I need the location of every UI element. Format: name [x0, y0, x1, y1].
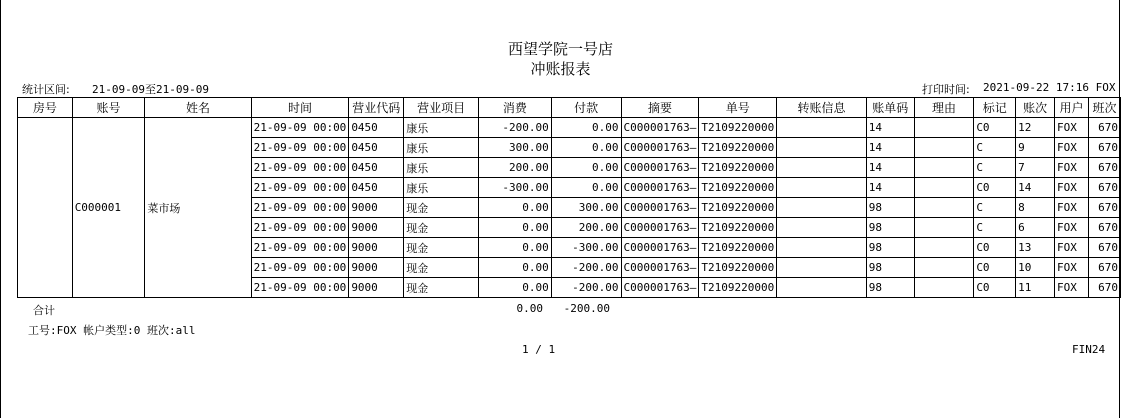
operator-info: 工号:FOX 帐户类型:0 班次:all — [28, 324, 196, 337]
cell-pay: 300.00 — [551, 198, 621, 218]
column-header-bill: 单号 — [699, 98, 777, 118]
cell-shift: 670 — [1088, 278, 1120, 298]
cell-item: 现金 — [404, 238, 479, 258]
cell-shift: 670 — [1088, 178, 1120, 198]
cell-code: 0450 — [349, 138, 404, 158]
cell-seq: 11 — [1016, 278, 1055, 298]
column-header-seq: 账次 — [1016, 98, 1055, 118]
column-header-billcode: 账单码 — [866, 98, 914, 118]
cell-user: FOX — [1055, 198, 1089, 218]
cell-code: 9000 — [349, 238, 404, 258]
group-name: 菜市场 — [145, 118, 251, 298]
column-header-account: 账号 — [72, 98, 145, 118]
cell-reason — [914, 198, 974, 218]
cell-user: FOX — [1055, 238, 1089, 258]
cell-code: 9000 — [349, 218, 404, 238]
cell-mark: C0 — [974, 178, 1016, 198]
cell-item: 现金 — [404, 218, 479, 238]
cell-summary: C000001763— — [621, 278, 699, 298]
cell-transfer — [777, 138, 867, 158]
cell-consume: 0.00 — [479, 218, 552, 238]
column-header-consume: 消费 — [479, 98, 552, 118]
cell-reason — [914, 178, 974, 198]
column-header-item: 营业项目 — [404, 98, 479, 118]
cell-mark: C0 — [974, 278, 1016, 298]
cell-item: 现金 — [404, 198, 479, 218]
cell-shift: 670 — [1088, 258, 1120, 278]
cell-seq: 12 — [1016, 118, 1055, 138]
cell-consume: 0.00 — [479, 258, 552, 278]
cell-billcode: 98 — [866, 258, 914, 278]
period-label: 统计区间: — [22, 83, 70, 96]
header-row — [18, 98, 1121, 118]
cell-bill: T2109220000 — [699, 258, 777, 278]
cell-transfer — [777, 198, 867, 218]
cell-summary: C000001763— — [621, 218, 699, 238]
cell-reason — [914, 278, 974, 298]
column-header-time: 时间 — [251, 98, 349, 118]
column-header-mark: 标记 — [974, 98, 1016, 118]
cell-item: 现金 — [404, 258, 479, 278]
cell-pay: 0.00 — [551, 158, 621, 178]
cell-code: 9000 — [349, 258, 404, 278]
cell-pay: 0.00 — [551, 138, 621, 158]
cell-user: FOX — [1055, 218, 1089, 238]
cell-seq: 9 — [1016, 138, 1055, 158]
cell-shift: 670 — [1088, 218, 1120, 238]
cell-shift: 670 — [1088, 158, 1120, 178]
cell-bill: T2109220000 — [699, 138, 777, 158]
cell-code: 0450 — [349, 118, 404, 138]
cell-bill: T2109220000 — [699, 218, 777, 238]
report-table — [17, 97, 1121, 298]
cell-mark: C0 — [974, 258, 1016, 278]
cell-summary: C000001763— — [621, 118, 699, 138]
total-consume: 0.00 — [516, 302, 543, 315]
cell-bill: T2109220000 — [699, 178, 777, 198]
cell-transfer — [777, 278, 867, 298]
cell-pay: 0.00 — [551, 178, 621, 198]
cell-billcode: 14 — [866, 178, 914, 198]
cell-item: 现金 — [404, 278, 479, 298]
column-header-room: 房号 — [18, 98, 73, 118]
cell-consume: -200.00 — [479, 118, 552, 138]
cell-pay: -300.00 — [551, 238, 621, 258]
cell-reason — [914, 158, 974, 178]
cell-summary: C000001763— — [621, 158, 699, 178]
cell-transfer — [777, 238, 867, 258]
cell-mark: C — [974, 138, 1016, 158]
cell-time: 21-09-09 00:00 — [251, 218, 349, 238]
cell-code: 9000 — [349, 198, 404, 218]
cell-seq: 14 — [1016, 178, 1055, 198]
cell-seq: 10 — [1016, 258, 1055, 278]
cell-consume: -300.00 — [479, 178, 552, 198]
cell-bill: T2109220000 — [699, 118, 777, 138]
cell-time: 21-09-09 00:00 — [251, 138, 349, 158]
page-number: 1 / 1 — [522, 343, 556, 356]
cell-shift: 670 — [1088, 198, 1120, 218]
cell-item: 康乐 — [404, 138, 479, 158]
print-time-label: 打印时间: — [922, 83, 970, 96]
cell-summary: C000001763— — [621, 178, 699, 198]
cell-seq: 8 — [1016, 198, 1055, 218]
cell-code: 0450 — [349, 178, 404, 198]
cell-code: 9000 — [349, 278, 404, 298]
cell-transfer — [777, 158, 867, 178]
cell-summary: C000001763— — [621, 258, 699, 278]
cell-time: 21-09-09 00:00 — [251, 278, 349, 298]
cell-item: 康乐 — [404, 178, 479, 198]
cell-bill: T2109220000 — [699, 278, 777, 298]
cell-mark: C — [974, 218, 1016, 238]
cell-transfer — [777, 218, 867, 238]
column-header-code: 营业代码 — [349, 98, 404, 118]
cell-reason — [914, 138, 974, 158]
cell-bill: T2109220000 — [699, 198, 777, 218]
period-value: 21-09-09至21-09-09 — [92, 83, 209, 96]
cell-transfer — [777, 118, 867, 138]
cell-reason — [914, 118, 974, 138]
group-room — [18, 118, 73, 298]
cell-bill: T2109220000 — [699, 158, 777, 178]
cell-reason — [914, 218, 974, 238]
cell-item: 康乐 — [404, 158, 479, 178]
cell-pay: -200.00 — [551, 278, 621, 298]
cell-transfer — [777, 178, 867, 198]
cell-consume: 0.00 — [479, 278, 552, 298]
cell-time: 21-09-09 00:00 — [251, 118, 349, 138]
total-label: 合计 — [33, 304, 55, 317]
cell-consume: 300.00 — [479, 138, 552, 158]
cell-consume: 0.00 — [479, 238, 552, 258]
cell-billcode: 98 — [866, 238, 914, 258]
report-code: FIN24 — [1072, 343, 1106, 356]
cell-user: FOX — [1055, 258, 1089, 278]
cell-pay: -200.00 — [551, 258, 621, 278]
cell-summary: C000001763— — [621, 198, 699, 218]
cell-billcode: 98 — [866, 198, 914, 218]
cell-pay: 200.00 — [551, 218, 621, 238]
cell-bill: T2109220000 — [699, 238, 777, 258]
group-account: C000001 — [72, 118, 145, 298]
cell-reason — [914, 238, 974, 258]
cell-seq: 6 — [1016, 218, 1055, 238]
cell-mark: C — [974, 158, 1016, 178]
cell-transfer — [777, 258, 867, 278]
cell-time: 21-09-09 00:00 — [251, 238, 349, 258]
report-title: 冲账报表 — [530, 60, 591, 78]
cell-summary: C000001763— — [621, 238, 699, 258]
cell-time: 21-09-09 00:00 — [251, 258, 349, 278]
cell-user: FOX — [1055, 278, 1089, 298]
report-body — [18, 118, 1121, 298]
cell-pay: 0.00 — [551, 118, 621, 138]
cell-user: FOX — [1055, 138, 1089, 158]
cell-mark: C0 — [974, 238, 1016, 258]
cell-code: 0450 — [349, 158, 404, 178]
cell-reason — [914, 258, 974, 278]
cell-billcode: 14 — [866, 138, 914, 158]
cell-billcode: 98 — [866, 218, 914, 238]
cell-user: FOX — [1055, 178, 1089, 198]
print-time-value: 2021-09-22 17:16 FOX — [983, 81, 1116, 94]
cell-consume: 200.00 — [479, 158, 552, 178]
cell-billcode: 14 — [866, 158, 914, 178]
cell-user: FOX — [1055, 118, 1089, 138]
hotel-name: 西望学院一号店 — [507, 40, 613, 58]
cell-user: FOX — [1055, 158, 1089, 178]
table-row — [18, 118, 1121, 138]
column-header-reason: 理由 — [914, 98, 974, 118]
cell-shift: 670 — [1088, 138, 1120, 158]
cell-time: 21-09-09 00:00 — [251, 178, 349, 198]
column-header-transfer: 转账信息 — [777, 98, 867, 118]
cell-shift: 670 — [1088, 238, 1120, 258]
cell-summary: C000001763— — [621, 138, 699, 158]
total-pay: -200.00 — [563, 302, 610, 315]
column-header-name: 姓名 — [145, 98, 251, 118]
cell-time: 21-09-09 00:00 — [251, 158, 349, 178]
cell-shift: 670 — [1088, 118, 1120, 138]
cell-mark: C — [974, 198, 1016, 218]
column-header-summary: 摘要 — [621, 98, 699, 118]
cell-item: 康乐 — [404, 118, 479, 138]
column-header-pay: 付款 — [551, 98, 621, 118]
cell-billcode: 14 — [866, 118, 914, 138]
cell-consume: 0.00 — [479, 198, 552, 218]
cell-seq: 13 — [1016, 238, 1055, 258]
cell-billcode: 98 — [866, 278, 914, 298]
column-header-user: 用户 — [1055, 98, 1089, 118]
column-header-shift: 班次 — [1088, 98, 1120, 118]
cell-seq: 7 — [1016, 158, 1055, 178]
cell-mark: C0 — [974, 118, 1016, 138]
cell-time: 21-09-09 00:00 — [251, 198, 349, 218]
